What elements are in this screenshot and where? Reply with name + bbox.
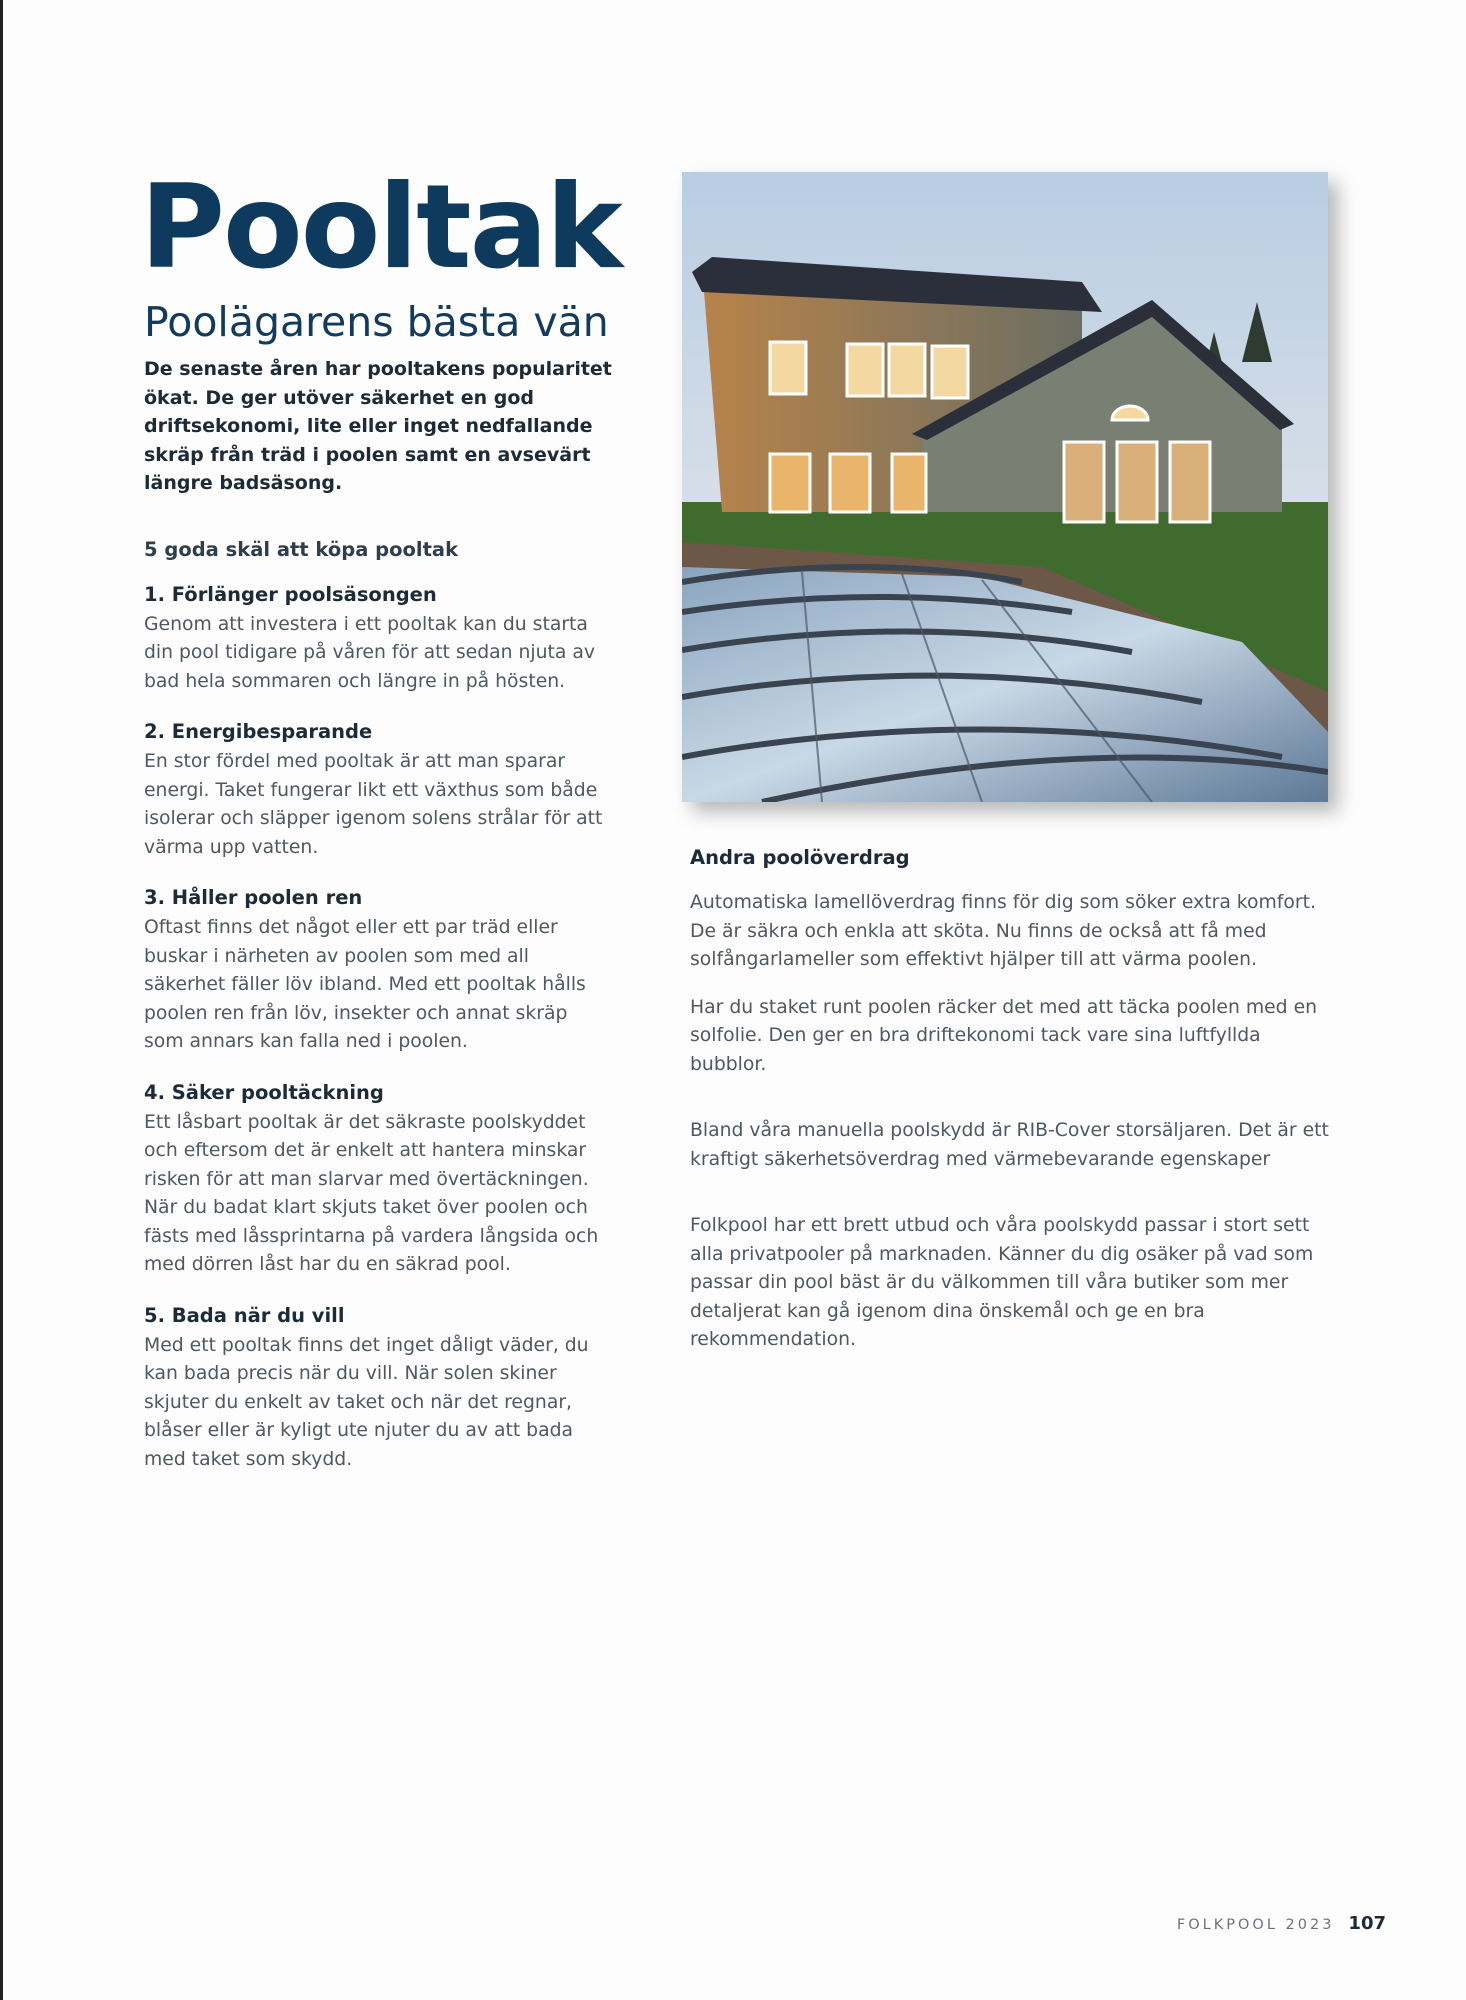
- page-edge: [0, 0, 3, 2000]
- reason-item: [144, 1304, 612, 1475]
- house-pool-photo: [682, 172, 1328, 802]
- reason-item: [144, 886, 612, 1057]
- footer-brand: FOLKPOOL 2023: [1176, 1917, 1335, 1933]
- left-column: [140, 160, 622, 1498]
- reason-heading: 3. Håller poolen ren: [144, 886, 363, 910]
- reason-text: Oftast finns det något eller ett par träd eller buskar i närheten av poolen som med all säkerhet fäller löv ibland. Med ett pooltak hålls poolen ren från löv, insekter och annat skräp som annars kan falla ned i poolen.: [144, 917, 586, 1053]
- page-number: 107: [1348, 1913, 1386, 1934]
- other-covers-paragraph: Automatiska lamellöverdrag finns för dig som söker extra komfort. De är säkra och enkla att sköta. Nu finns de också att få med solfångarlameller som effektivt hjälper till att värma poolen.: [690, 892, 1316, 970]
- other-covers-paragraph: Har du staket runt poolen räcker det med att täcka poolen med en solfolie. Den ger en bra driftekonomi tack vare sina luftfyllda bubblor.: [690, 996, 1318, 1075]
- reason-text: En stor fördel med pooltak är att man sparar energi. Taket fungerar likt ett växthus som både isolerar och släpper igenom solens strålar för att värma upp vatten.: [144, 751, 603, 858]
- reason-item: [144, 720, 612, 862]
- right-column: [690, 846, 1330, 1374]
- other-covers-paragraph: Folkpool har ett brett utbud och våra poolskydd passar i stort sett alla privatpooler på marknaden. Känner du dig osäker på vad som passar din pool bäst är du välkommen till våra butiker som mer detaljerat kan gå igenom dina önskemål och ge en bra rekommendation.: [690, 1215, 1314, 1350]
- reason-text: Ett låsbart pooltak är det säkraste poolskyddet och eftersom det är enkelt att hantera minskar risken för att man slarvar med övertäckningen. När du badat klart skjuts taket över poolen och fästs med låssprintarna på vardera långsida och med dörren låst har du en säkrad pool.: [144, 1111, 599, 1276]
- ingress-paragraph: De senaste åren har pooltakens popularitet ökat. De ger utöver säkerhet en god driftsekonomi, lite eller inget nedfallande skräp från träd i poolen samt en avsevärt längre badsäsong.: [144, 358, 612, 495]
- other-covers-heading: Andra poolöverdrag: [690, 846, 910, 869]
- page-footer: [1177, 1913, 1386, 1934]
- reason-heading: 1. Förlänger poolsäsongen: [144, 582, 437, 606]
- reason-item: [144, 583, 612, 697]
- reason-text: Genom att investera i ett pooltak kan du starta din pool tidigare på våren för att sedan njuta av bad hela sommaren och längre in på hösten.: [144, 613, 595, 692]
- reason-item: [144, 1081, 612, 1280]
- reason-text: Med ett pooltak finns det inget dåligt väder, du kan bada precis när du vill. När solen skiner skjuter du enkelt av taket och när det regnar, blåser eller är kyligt ute njuter du av att bada med taket som skydd.: [144, 1334, 589, 1470]
- reason-heading: 2. Energibesparande: [144, 720, 373, 744]
- other-covers-paragraph: Bland våra manuella poolskydd är RIB-Cover storsäljaren. Det är ett kraftigt säkerhetsöverdrag med värmebevarande egenskaper: [690, 1120, 1329, 1170]
- reason-heading: 4. Säker pooltäckning: [144, 1080, 384, 1104]
- page-title: Pooltak: [140, 160, 622, 295]
- page-subtitle: Poolägarens bästa vän: [144, 298, 609, 346]
- reasons-list-title: 5 goda skäl att köpa pooltak: [144, 537, 459, 561]
- reason-heading: 5. Bada när du vill: [144, 1303, 345, 1327]
